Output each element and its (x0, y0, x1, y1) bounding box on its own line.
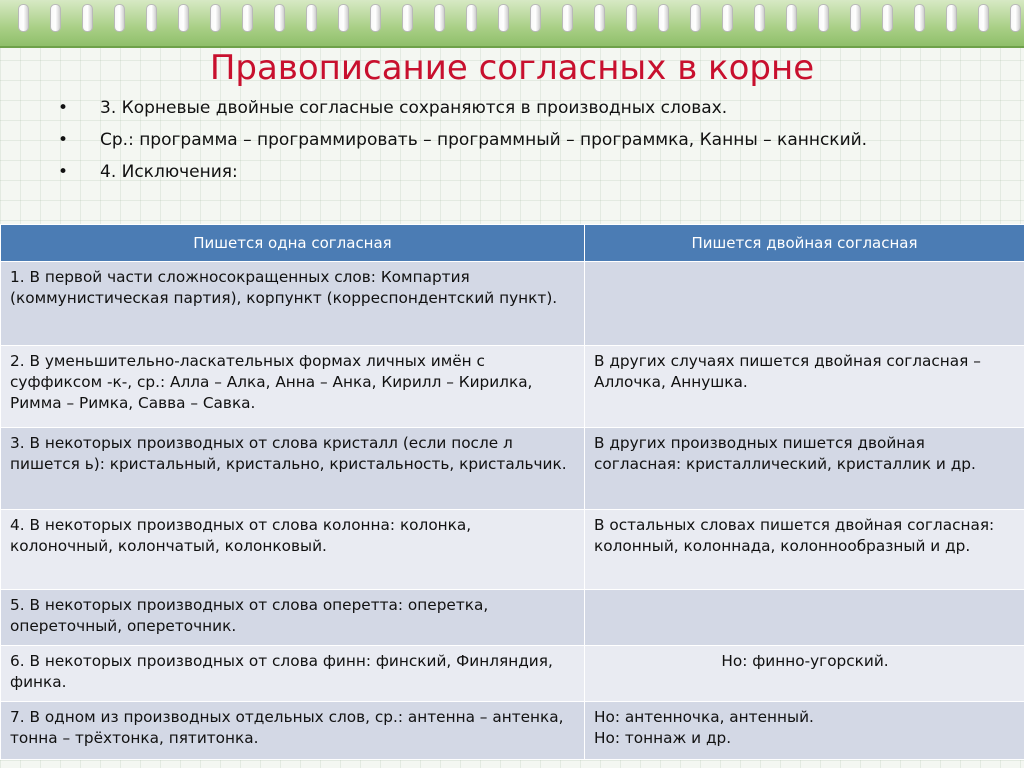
table-row (1, 346, 1024, 428)
cell-single: 7. В одном из производных отдельных слов, ср.: антенна – антенка, тонна – трёхтонка, пятитонка. (1, 702, 585, 760)
notebook-ring (114, 4, 125, 32)
header-single-consonant: Пишется одна согласная (1, 225, 585, 262)
notebook-ring (274, 4, 285, 32)
notebook-ring (914, 4, 925, 32)
notebook-ring (690, 4, 701, 32)
bullet-text: Ср.: программа – программировать – программный – программка, Канны – каннский. (100, 130, 868, 150)
cell-double: Но: финно-угорский. (585, 646, 1024, 702)
bullet-icon: • (58, 130, 69, 150)
bullet-item (58, 95, 958, 121)
notebook-ring (722, 4, 733, 32)
cell-single: 3. В некоторых производных от слова кристалл (если после л пишется ь): кристальный, кристально, кристальность, кристальчик. (1, 428, 585, 510)
cell-double (585, 702, 1024, 760)
bullet-list (58, 95, 958, 191)
cell-single: 4. В некоторых производных от слова колонна: колонка, колоночный, колончатый, колонковый. (1, 510, 585, 590)
header-double-consonant: Пишется двойная согласная (585, 225, 1024, 262)
cell-single: 5. В некоторых производных от слова оперетта: оперетка, опереточный, опереточник. (1, 590, 585, 646)
notebook-ring (82, 4, 93, 32)
bullet-icon: • (58, 98, 69, 118)
notebook-ring (146, 4, 157, 32)
notebook-ring (530, 4, 541, 32)
notebook-ring (498, 4, 509, 32)
notebook-ring (882, 4, 893, 32)
notebook-ring (818, 4, 829, 32)
table-row (1, 646, 1024, 702)
bullet-icon: • (58, 162, 69, 182)
notebook-ring (434, 4, 445, 32)
notebook-ring (306, 4, 317, 32)
bullet-text: 4. Исключения: (100, 162, 238, 182)
cell-double-line: Но: антенночка, антенный. (594, 708, 814, 726)
cell-double: В других производных пишется двойная согласная: кристаллический, кристаллик и др. (585, 428, 1024, 510)
cell-double: В других случаях пишется двойная согласная – Аллочка, Аннушка. (585, 346, 1024, 428)
notebook-binding (0, 0, 1024, 48)
slide-title: Правописание согласных в корне (209, 48, 815, 88)
bullet-text: 3. Корневые двойные согласные сохраняются в производных словах. (100, 98, 728, 118)
cell-double (585, 262, 1024, 346)
notebook-ring (850, 4, 861, 32)
cell-double (585, 590, 1024, 646)
cell-single: 6. В некоторых производных от слова финн: финский, Финляндия, финка. (1, 646, 585, 702)
table-row (1, 702, 1024, 760)
cell-single: 1. В первой части сложносокращенных слов: Компартия (коммунистическая партия), корпункт (корреспондентский пункт). (1, 262, 585, 346)
notebook-ring (946, 4, 957, 32)
cell-single: 2. В уменьшительно-ласкательных формах личных имён с суффиксом -к-, ср.: Алла – Алка, Анна – Анка, Кирилл – Кирилка, Римма – Римка, Савва – Савка. (1, 346, 585, 428)
notebook-ring (338, 4, 349, 32)
table-row (1, 510, 1024, 590)
cell-double-line: Но: тоннаж и др. (594, 729, 732, 747)
notebook-ring (466, 4, 477, 32)
notebook-ring (370, 4, 381, 32)
notebook-ring (562, 4, 573, 32)
notebook-ring (978, 4, 989, 32)
notebook-ring (626, 4, 637, 32)
notebook-ring (242, 4, 253, 32)
notebook-ring (658, 4, 669, 32)
bullet-item (58, 127, 958, 153)
bullet-item (58, 159, 958, 185)
cell-double: В остальных словах пишется двойная согласная: колонный, колоннада, колоннообразный и др. (585, 510, 1024, 590)
notebook-ring (210, 4, 221, 32)
table-row (1, 262, 1024, 346)
notebook-ring (50, 4, 61, 32)
notebook-ring (18, 4, 29, 32)
table-row (1, 590, 1024, 646)
notebook-ring (402, 4, 413, 32)
table-row (1, 428, 1024, 510)
notebook-ring (594, 4, 605, 32)
notebook-ring (178, 4, 189, 32)
notebook-ring (1010, 4, 1021, 32)
notebook-ring (754, 4, 765, 32)
exceptions-table (0, 224, 1024, 760)
notebook-ring (786, 4, 797, 32)
table-header-row (1, 225, 1024, 262)
